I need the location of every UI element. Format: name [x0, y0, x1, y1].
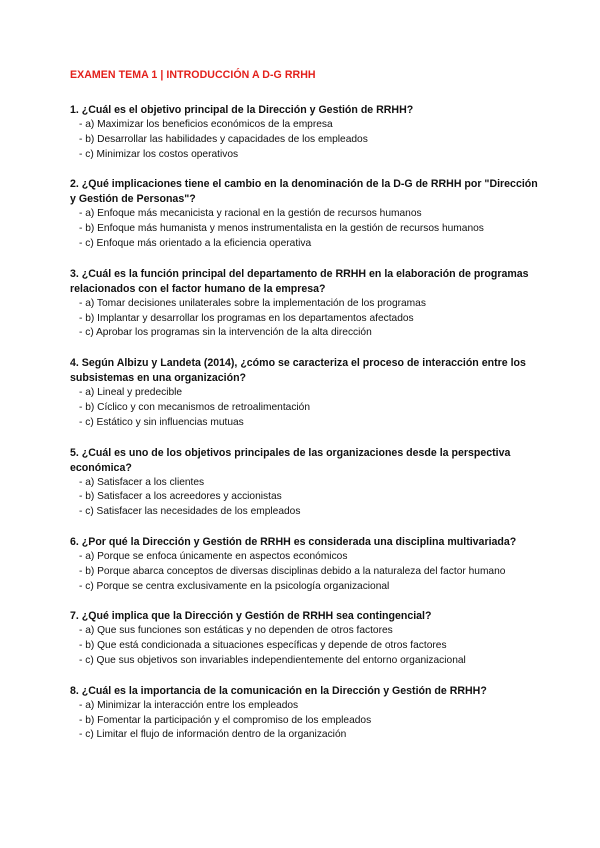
answer-option-b: - b) Fomentar la participación y el compromiso de los empleados: [79, 714, 372, 726]
question-item: [70, 177, 540, 251]
answer-option-a: - a) Que sus funciones son estáticas y no dependen de otros factores: [79, 625, 393, 637]
question-text: 3. ¿Cuál es la función principal del departamento de RRHH en la elaboración de programas relacionados con el factor humano de la empresa?: [70, 267, 529, 295]
answer-option-c: - c) Porque se centra exclusivamente en la psicología organizacional: [79, 580, 390, 592]
question-text: 4. Según Albizu y Landeta (2014), ¿cómo se caracteriza el proceso de interacción entre los subsistemas en una organización?: [70, 357, 526, 385]
answer-option-c: - c) Limitar el flujo de información dentro de la organización: [79, 729, 347, 741]
question-item: [70, 446, 540, 520]
answer-option-a: - a) Satisfacer a los clientes: [79, 476, 205, 488]
answer-option-a: - a) Minimizar la interacción entre los empleados: [79, 699, 299, 711]
question-item: [70, 103, 540, 162]
question-item: [70, 356, 540, 430]
question-item: [70, 267, 540, 341]
answer-option-a: - a) Maximizar los beneficios económicos de la empresa: [79, 119, 333, 130]
answer-option-c: - c) Estático y sin influencias mutuas: [79, 416, 244, 428]
question-text: 7. ¿Qué implica que la Dirección y Gestión de RRHH sea contingencial?: [70, 610, 432, 623]
question-item: [70, 535, 540, 594]
question-text: 1. ¿Cuál es el objetivo principal de la Dirección y Gestión de RRHH?: [70, 104, 414, 116]
answer-option-c: - c) Que sus objetivos son invariables independientemente del entorno organizacional: [79, 654, 466, 666]
answer-option-a: - a) Tomar decisiones unilaterales sobre la implementación de los programas: [79, 297, 426, 309]
question-text: 5. ¿Cuál es uno de los objetivos principales de las organizaciones desde la perspectiva económica?: [70, 446, 511, 474]
answer-option-b: - b) Satisfacer a los acreedores y accionistas: [79, 491, 282, 503]
question-text: 8. ¿Cuál es la importancia de la comunicación en la Dirección y Gestión de RRHH?: [70, 684, 487, 697]
question-text: 2. ¿Qué implicaciones tiene el cambio en la denominación de la D-G de RRHH por "Dirección y Gestión de Personas"?: [70, 178, 538, 206]
answer-option-a: - a) Porque se enfoca únicamente en aspectos económicos: [79, 550, 348, 562]
answer-option-a: - a) Enfoque más mecanicista y racional en la gestión de recursos humanos: [79, 208, 422, 220]
answer-option-b: - b) Porque abarca conceptos de diversas disciplinas debido a la naturaleza del factor humano: [79, 565, 506, 577]
question-list: [70, 103, 540, 743]
question-item: [70, 609, 540, 668]
answer-option-c: - c) Aprobar los programas sin la intervención de la alta dirección: [79, 327, 372, 339]
question-item: [70, 684, 540, 743]
answer-option-c: - c) Enfoque más orientado a la eficiencia operativa: [79, 237, 312, 249]
document-title: EXAMEN TEMA 1 | INTRODUCCIÓN A D-G RRHH: [70, 69, 316, 81]
answer-option-b: - b) Implantar y desarrollar los programas en los departamentos afectados: [79, 312, 414, 324]
answer-option-b: - b) Enfoque más humanista y menos instrumentalista en la gestión de recursos humanos: [79, 223, 484, 235]
answer-option-c: - c) Minimizar los costos operativos: [79, 148, 239, 160]
exam-page: [70, 68, 540, 758]
answer-option-b: - b) Que está condicionada a situaciones específicas y depende de otros factores: [79, 640, 447, 652]
question-text: 6. ¿Por qué la Dirección y Gestión de RRHH es considerada una disciplina multivariada?: [70, 535, 517, 548]
answer-option-a: - a) Lineal y predecible: [79, 387, 183, 399]
answer-option-b: - b) Desarrollar las habilidades y capacidades de los empleados: [79, 133, 368, 145]
answer-option-c: - c) Satisfacer las necesidades de los empleados: [79, 506, 301, 518]
answer-option-b: - b) Cíclico y con mecanismos de retroalimentación: [79, 401, 311, 413]
